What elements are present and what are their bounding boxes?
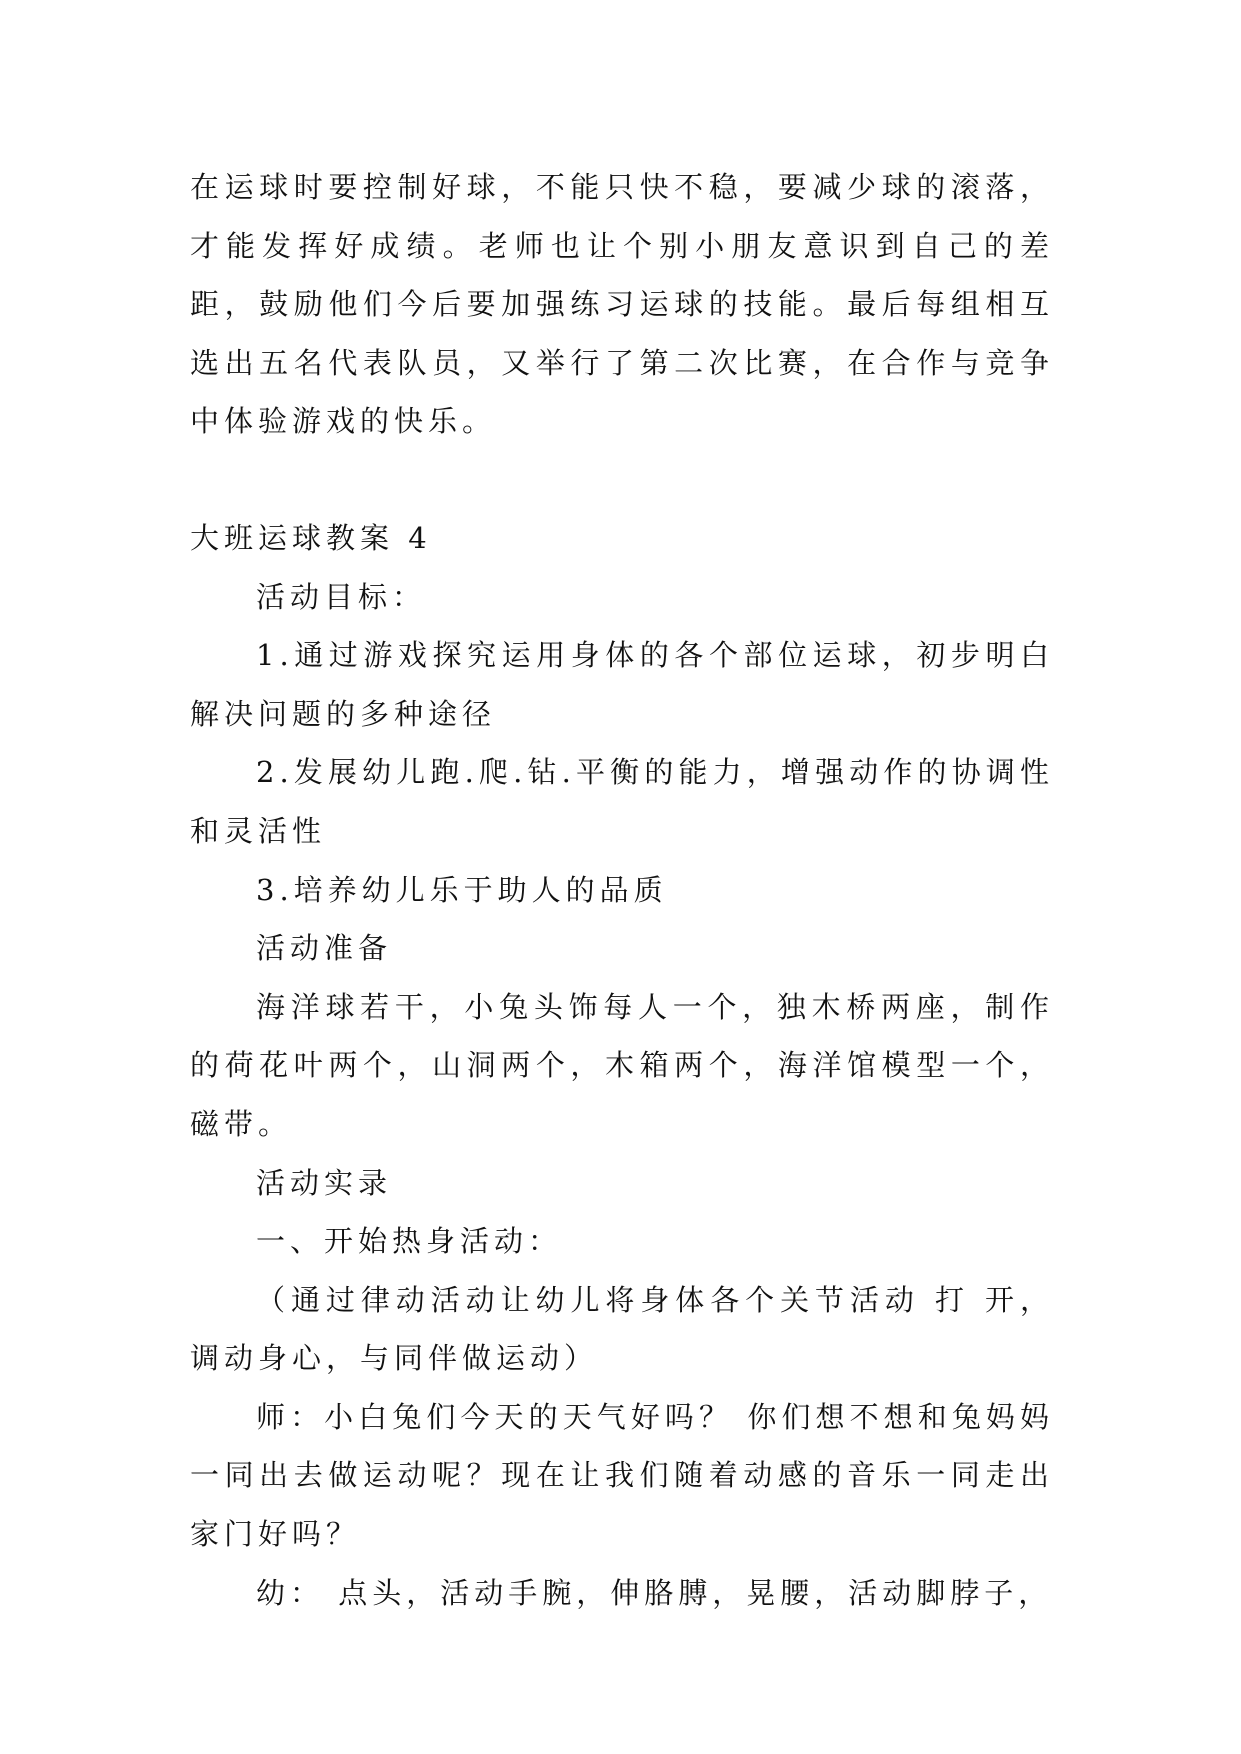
step1-heading: 一、开始热身活动： (256, 1224, 563, 1259)
document-page (190, 158, 1054, 1622)
intro-paragraph: 在运球时要控制好球，不能只快不稳，要减少球的滚落，才能发挥好成绩。老师也让个别小朋友意识到自己的差距，鼓励他们今后要加强练习运球的技能。最后每组相互选出五名代表队员，又举行了第二次比赛，在合作与竞争中体验游戏的快乐。 (190, 170, 1054, 439)
prep-text: 海洋球若干，小兔头饰每人一个，独木桥两座，制作的荷花叶两个，山洞两个，木箱两个，海洋馆模型一个，磁带。 (190, 989, 1054, 1141)
goal-item-3: 3.培养幼儿乐于助人的品质 (256, 872, 668, 907)
step1-note: （通过律动活动让幼儿将身体各个关节活动 打 开，调动身心，与同伴做运动） (190, 1282, 1054, 1376)
goal-item-2: 2.发展幼儿跑.爬.钻.平衡的能力，增强动作的协调性和灵活性 (190, 755, 1054, 848)
teacher-line: 师：小白兔们今天的天气好吗？ 你们想不想和兔妈妈一同出去做运动呢？现在让我们随着动感的音乐一同走出家门好吗？ (190, 1399, 1054, 1552)
goal-item-1: 1.通过游戏探究运用身体的各个部位运球，初步明白解决问题的多种途径 (190, 638, 1054, 731)
child-line: 幼： 点头，活动手腕，伸胳膊，晃腰，活动脚脖子， (256, 1575, 1053, 1610)
goals-heading: 活动目标： (256, 579, 427, 614)
record-heading: 活动实录 (256, 1165, 393, 1200)
prep-heading: 活动准备 (256, 931, 393, 966)
section-title: 大班运球教案 4 (190, 520, 432, 555)
section-spacer (190, 451, 1054, 509)
